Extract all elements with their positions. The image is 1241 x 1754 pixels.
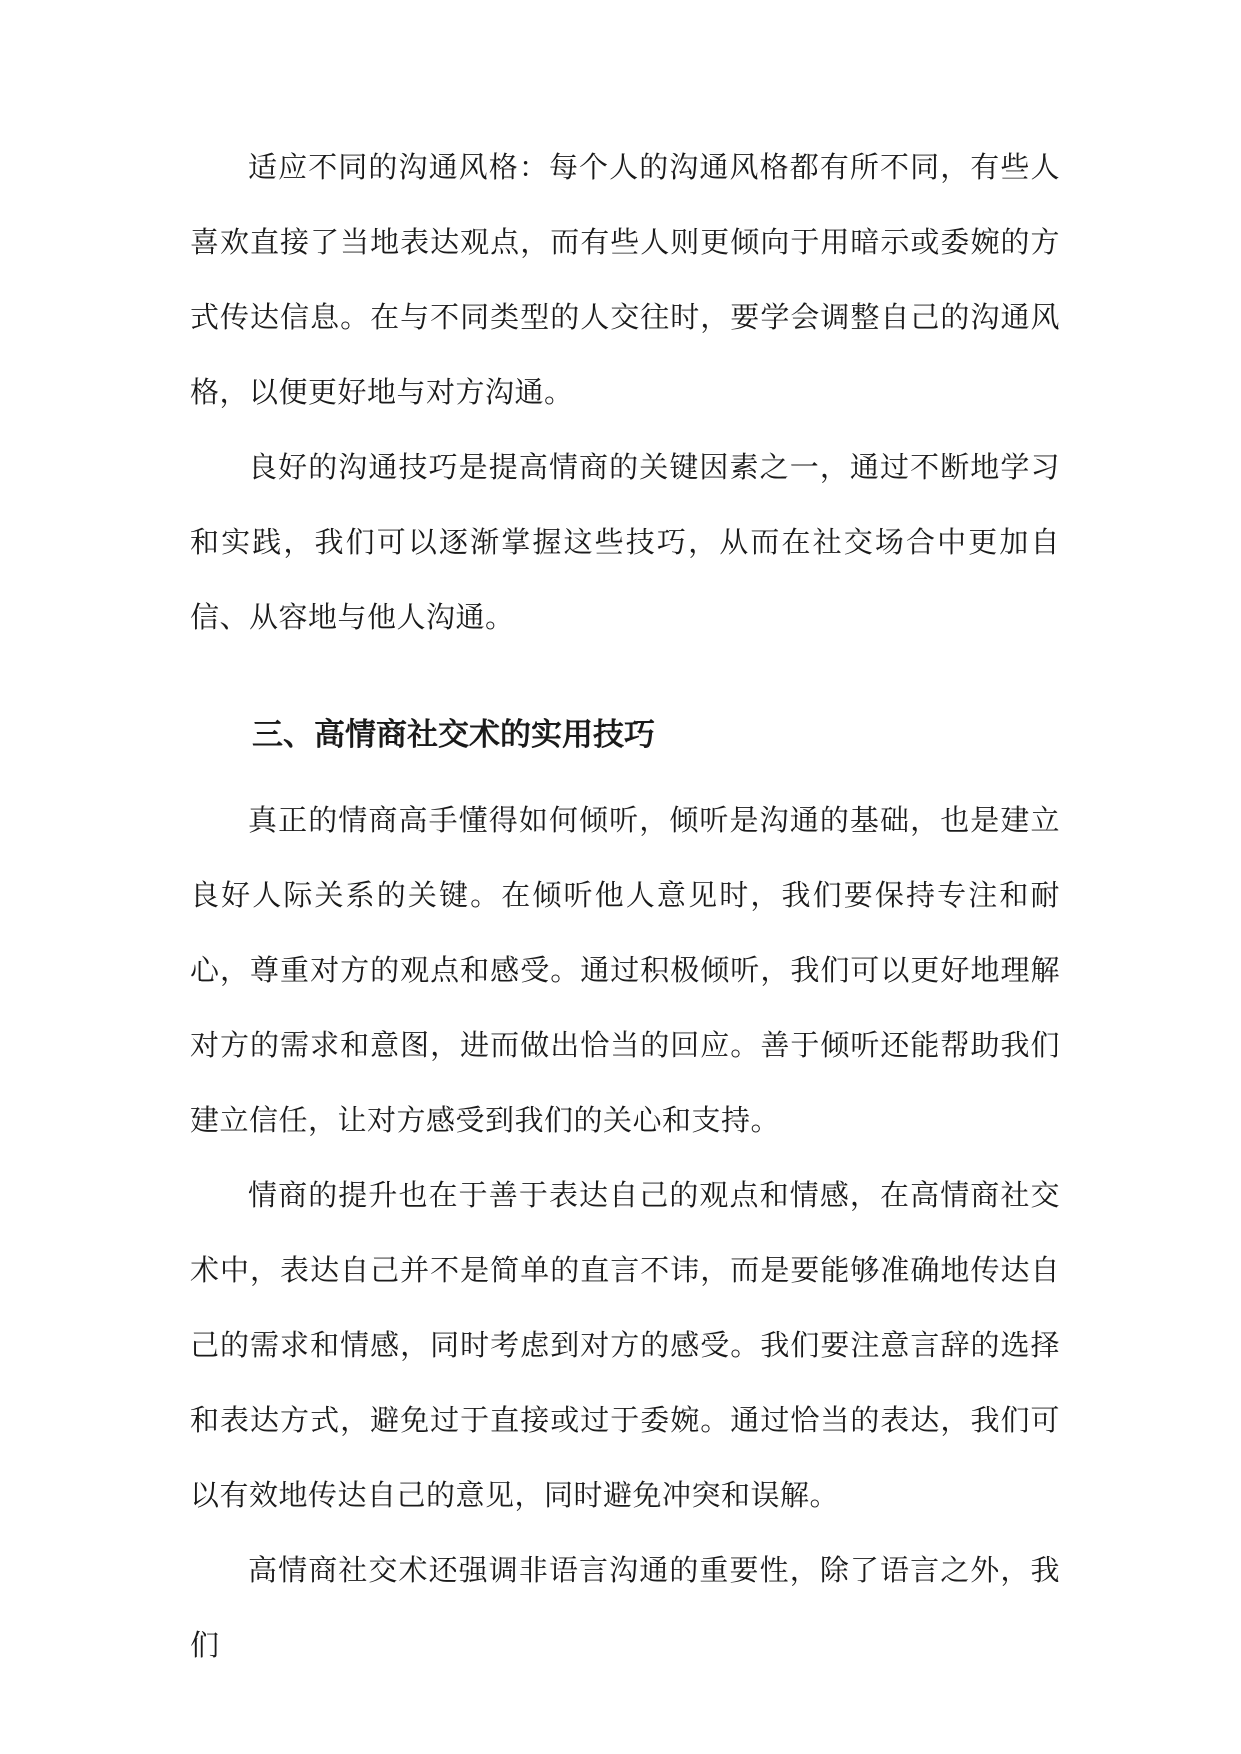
- paragraph-adapt-styles: 适应不同的沟通风格：每个人的沟通风格都有所不同，有些人喜欢直接了当地表达观点，而有些人则更倾向于用暗示或委婉的方式传达信息。在与不同类型的人交往时，要学会调整自己的沟通风格，以便更好地与对方沟通。: [190, 150, 1060, 409]
- section-heading: 三、高情商社交术的实用技巧: [252, 717, 655, 753]
- document-page: [190, 130, 1060, 1683]
- paragraph-listening: 真正的情商高手懂得如何倾听，倾听是沟通的基础，也是建立良好人际关系的关键。在倾听他人意见时，我们要保持专注和耐心，尊重对方的观点和感受。通过积极倾听，我们可以更好地理解对方的需求和意图，进而做出恰当的回应。善于倾听还能帮助我们建立信任，让对方感受到我们的关心和支持。: [190, 803, 1060, 1137]
- paragraph-communication-skills: 良好的沟通技巧是提高情商的关键因素之一，通过不断地学习和实践，我们可以逐渐掌握这些技巧，从而在社交场合中更加自信、从容地与他人沟通。: [190, 450, 1060, 634]
- paragraph-expression: 情商的提升也在于善于表达自己的观点和情感，在高情商社交术中，表达自己并不是简单的直言不讳，而是要能够准确地传达自己的需求和情感，同时考虑到对方的感受。我们要注意言辞的选择和表达方式，避免过于直接或过于委婉。通过恰当的表达，我们可以有效地传达自己的意见，同时避免冲突和误解。: [190, 1178, 1060, 1512]
- paragraph-nonverbal: 高情商社交术还强调非语言沟通的重要性，除了语言之外，我们: [190, 1553, 1060, 1662]
